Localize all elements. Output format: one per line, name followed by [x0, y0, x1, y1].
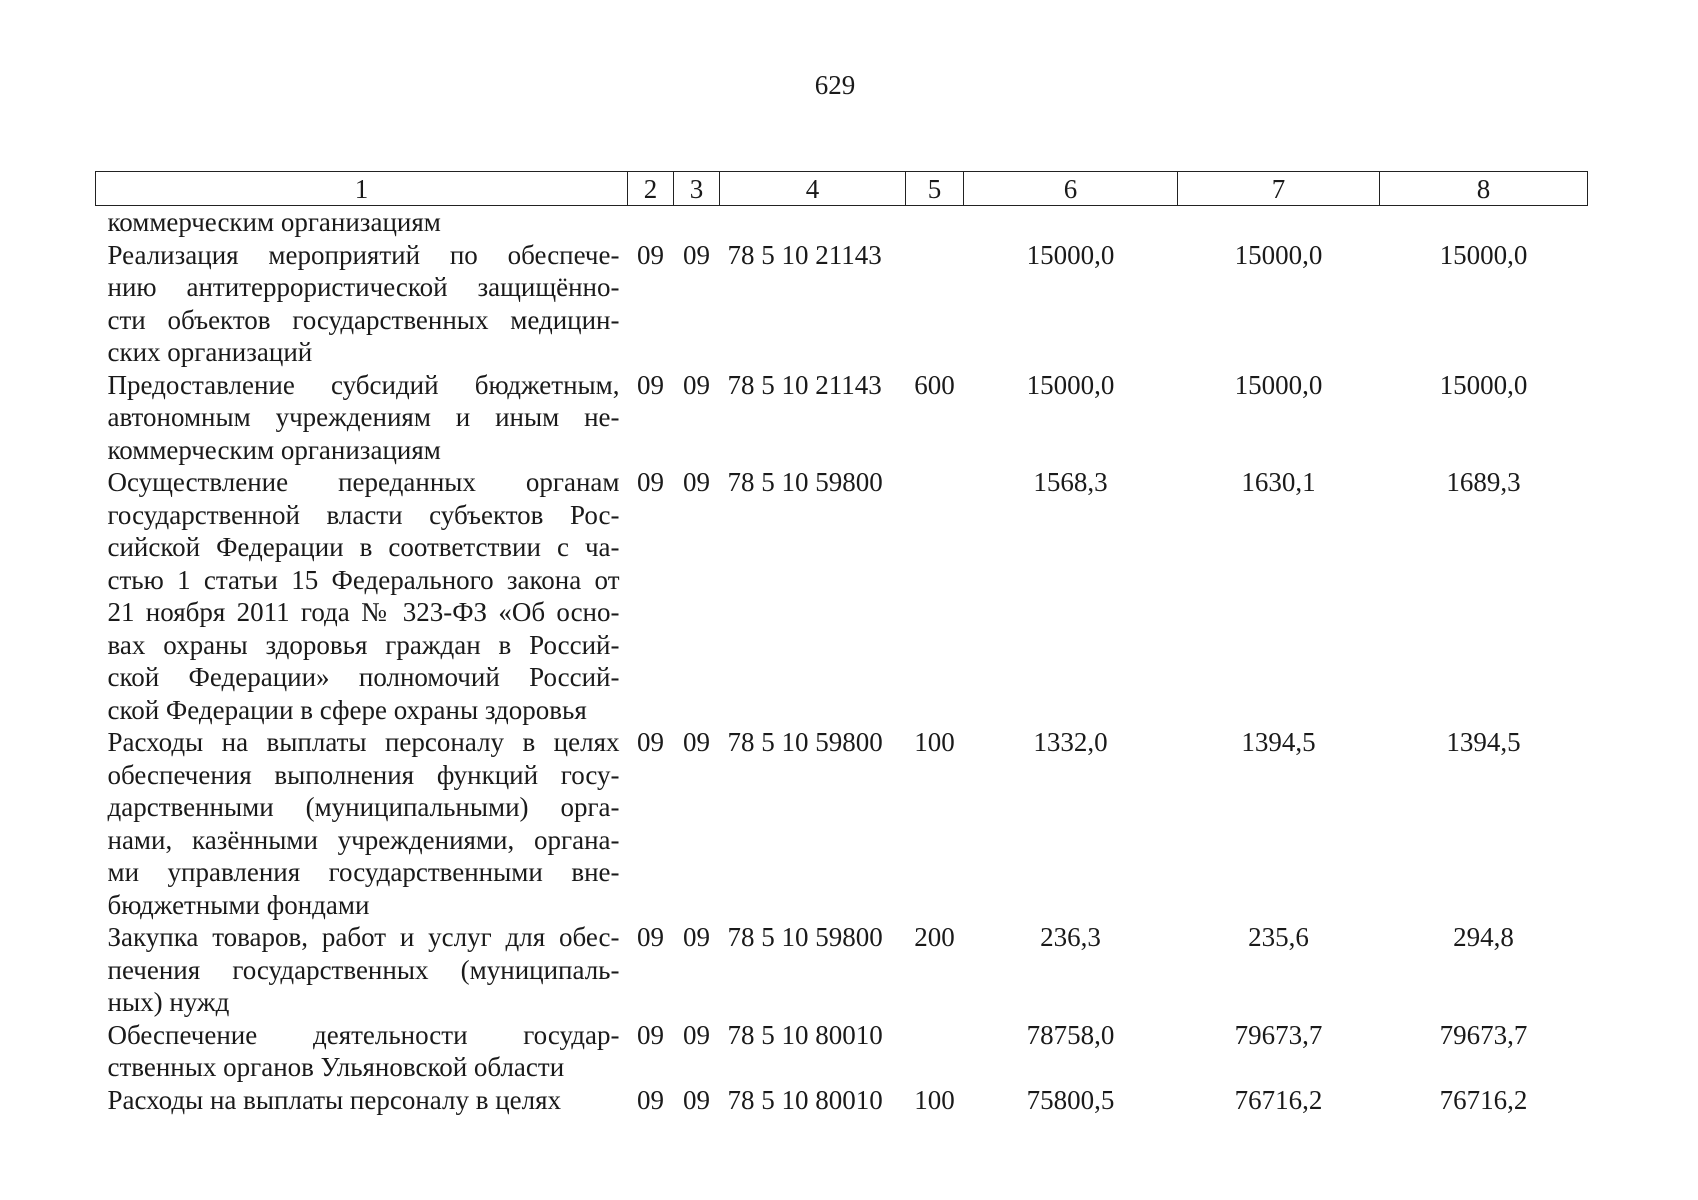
- page-number: 629: [814, 70, 856, 100]
- row-name-line: Осуществление переданных органам: [107, 467, 620, 497]
- row-amount-col7: 76716,2: [1234, 1084, 1323, 1115]
- row-name-line: бюджетными фондами: [107, 889, 370, 920]
- row-section-code: 09: [637, 1084, 664, 1115]
- table-row: [96, 726, 1588, 921]
- row-amount-col6: [964, 206, 1178, 239]
- row-name: [96, 726, 628, 921]
- row-amount-col7: 1394,5: [1241, 727, 1316, 757]
- row-subsection-code: 09: [683, 239, 710, 270]
- row-amount-col7: 79673,7: [1234, 1019, 1323, 1050]
- row-expense-type-code: 100: [914, 727, 955, 757]
- row-name-line: коммерческим организациям: [107, 207, 441, 237]
- row-section-code: 09: [637, 727, 664, 757]
- row-target-article-code: 78 5 10 80010: [727, 1019, 883, 1050]
- row-name-line: ских организаций: [107, 337, 313, 367]
- row-target-article-code: 78 5 10 21143: [727, 239, 882, 270]
- row-amount-col8: 79673,7: [1439, 1019, 1528, 1050]
- row-amount-col6: 1332,0: [1033, 727, 1108, 757]
- table-header-row: [96, 172, 1588, 206]
- row-subsection-code: 09: [683, 727, 710, 757]
- row-amount-col6: 75800,5: [1026, 1084, 1115, 1115]
- row-name-line: государственной власти субъектов Рос-: [107, 499, 620, 530]
- row-name-line: ственных органов Ульяновской области: [107, 1052, 565, 1082]
- row-name: [96, 1084, 628, 1117]
- table-row: [96, 466, 1588, 726]
- row-name: [96, 239, 628, 369]
- row-amount-col7: 235,6: [1248, 922, 1309, 952]
- row-name-line: ской Федерации» полномочий Россий-: [107, 662, 620, 692]
- row-subsection-code: 09: [683, 1084, 710, 1115]
- row-amount-col8: 1394,5: [1446, 727, 1521, 757]
- row-name-line: ми управления государственными вне-: [107, 857, 620, 887]
- row-name-line: 21 ноября 2011 года № 323-ФЗ «Об осно-: [107, 597, 620, 627]
- row-amount-col8: 15000,0: [1439, 369, 1528, 400]
- row-amount-col6: 15000,0: [1026, 239, 1115, 270]
- row-target-article-code: 78 5 10 59800: [727, 922, 883, 952]
- row-target-article-code: 78 5 10 21143: [727, 369, 882, 400]
- column-header-4: 4: [720, 172, 906, 206]
- row-name-line: ных) нужд: [107, 987, 230, 1017]
- row-name-line: коммерческим организациям: [107, 434, 441, 465]
- row-name-line: Обеспечение деятельности государ-: [107, 1019, 620, 1050]
- row-expense-type-code: [906, 206, 964, 239]
- row-subsection-code: 09: [683, 369, 710, 400]
- row-amount-col7: 15000,0: [1234, 369, 1323, 400]
- row-name-line: нами, казёнными учреждениями, органа-: [107, 824, 620, 855]
- row-subsection-code: 09: [683, 922, 710, 952]
- row-name-line: сти объектов государственных медицин-: [107, 304, 620, 335]
- row-section-code: 09: [637, 467, 664, 497]
- row-name-line: Расходы на выплаты персоналу в целях: [107, 1084, 562, 1115]
- row-amount-col8: [1380, 206, 1588, 239]
- row-expense-type-code: [906, 466, 964, 726]
- row-name-line: Закупка товаров, работ и услуг для обес-: [107, 922, 620, 952]
- row-subsection-code: [674, 206, 720, 239]
- row-expense-type-code: [906, 1019, 964, 1084]
- budget-table: [95, 171, 1588, 1116]
- row-section-code: 09: [637, 239, 664, 270]
- row-amount-col7: [1178, 206, 1380, 239]
- table-row: [96, 921, 1588, 1019]
- row-expense-type-code: [906, 239, 964, 369]
- row-name-line: стью 1 статьи 15 Федерального закона от: [107, 564, 620, 595]
- row-amount-col6: 1568,3: [1033, 467, 1108, 497]
- row-name: [96, 466, 628, 726]
- row-subsection-code: 09: [683, 467, 710, 497]
- row-target-article-code: [720, 206, 906, 239]
- row-expense-type-code: 100: [914, 1084, 955, 1115]
- column-header-1: 1: [96, 172, 628, 206]
- row-target-article-code: 78 5 10 59800: [727, 467, 883, 497]
- row-name: [96, 1019, 628, 1084]
- row-name: [96, 206, 628, 239]
- row-amount-col6: 236,3: [1040, 922, 1101, 952]
- column-header-3: 3: [674, 172, 720, 206]
- column-header-2: 2: [628, 172, 674, 206]
- row-name-line: вах охраны здоровья граждан в Россий-: [107, 629, 620, 660]
- row-name: [96, 921, 628, 1019]
- row-subsection-code: 09: [683, 1019, 710, 1050]
- row-expense-type-code: 200: [914, 922, 955, 952]
- row-amount-col8: 76716,2: [1439, 1084, 1528, 1115]
- column-header-5: 5: [906, 172, 964, 206]
- column-header-7: 7: [1178, 172, 1380, 206]
- row-name-line: обеспечения выполнения функций госу-: [107, 759, 620, 790]
- row-name-line: сийской Федерации в соответствии с ча-: [107, 532, 620, 562]
- row-name-line: печения государственных (муниципаль-: [107, 954, 620, 985]
- table-row: [96, 1019, 1588, 1084]
- row-amount-col8: 1689,3: [1446, 467, 1521, 497]
- row-name: [96, 369, 628, 467]
- row-amount-col7: 1630,1: [1241, 467, 1316, 497]
- column-header-8: 8: [1380, 172, 1588, 206]
- row-name-line: ской Федерации в сфере охраны здоровья: [107, 694, 587, 725]
- table-row: [96, 206, 1588, 239]
- table-row: [96, 239, 1588, 369]
- row-amount-col8: 15000,0: [1439, 239, 1528, 270]
- row-expense-type-code: 600: [914, 369, 955, 400]
- row-amount-col6: 15000,0: [1026, 369, 1115, 400]
- row-target-article-code: 78 5 10 59800: [727, 727, 883, 757]
- row-name-line: Расходы на выплаты персоналу в целях: [107, 727, 620, 757]
- row-amount-col8: 294,8: [1453, 922, 1514, 952]
- row-section-code: 09: [637, 369, 664, 400]
- table-body: [96, 206, 1588, 1117]
- row-name-line: автономным учреждениям и иным не-: [107, 402, 620, 432]
- row-section-code: 09: [637, 922, 664, 952]
- row-name-line: нию антитеррористической защищённо-: [107, 272, 620, 302]
- row-amount-col7: 15000,0: [1234, 239, 1323, 270]
- row-name-line: Предоставление субсидий бюджетным,: [107, 369, 620, 400]
- row-name-line: Реализация мероприятий по обеспече-: [107, 239, 620, 270]
- column-header-6: 6: [964, 172, 1178, 206]
- row-target-article-code: 78 5 10 80010: [727, 1084, 883, 1115]
- row-section-code: 09: [637, 1019, 664, 1050]
- row-amount-col6: 78758,0: [1026, 1019, 1115, 1050]
- table-row: [96, 369, 1588, 467]
- table-row: [96, 1084, 1588, 1117]
- row-section-code: [628, 206, 674, 239]
- row-name-line: дарственными (муниципальными) орга-: [107, 792, 620, 822]
